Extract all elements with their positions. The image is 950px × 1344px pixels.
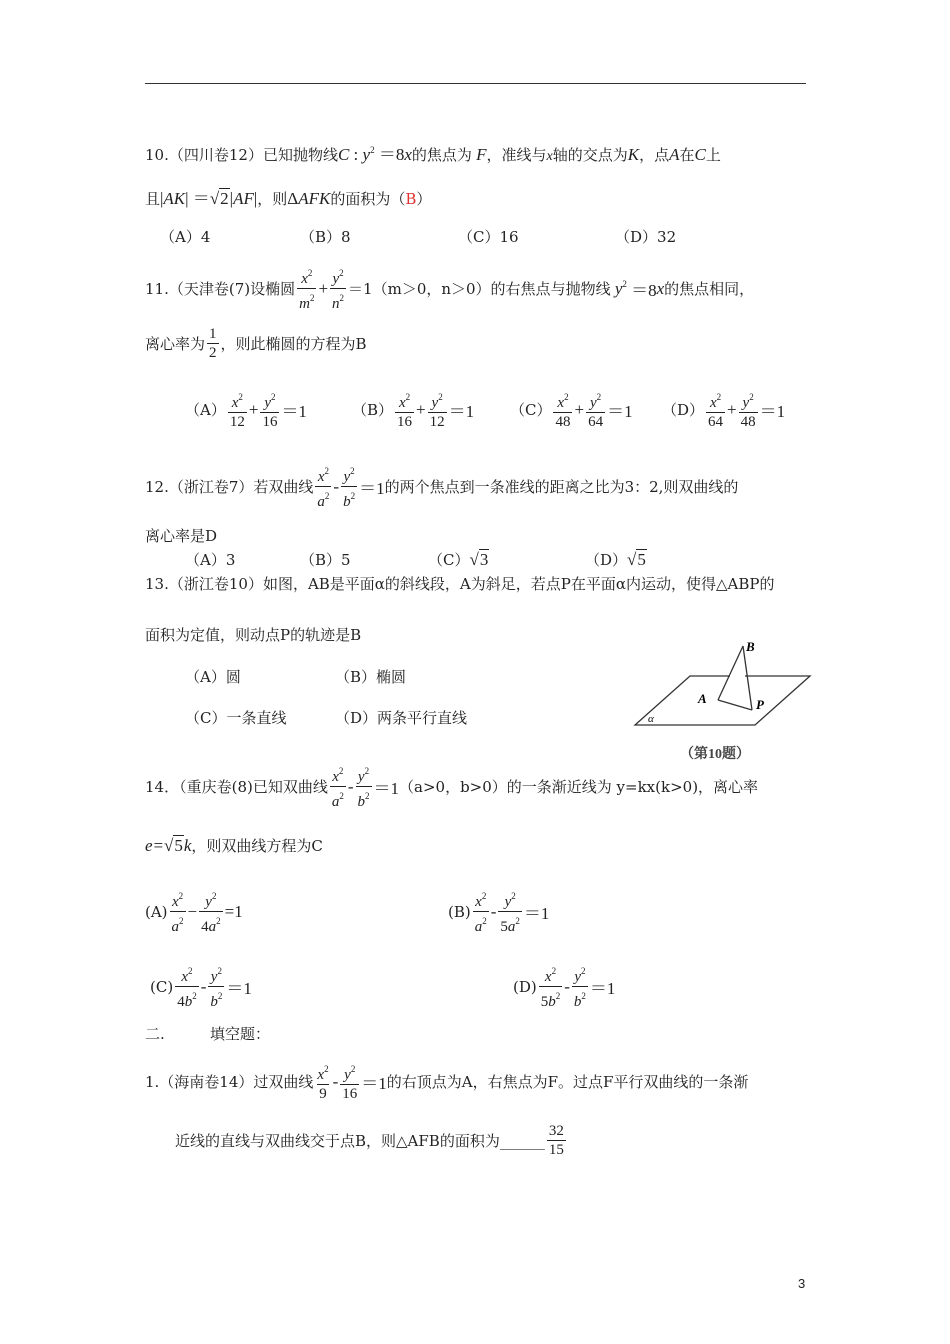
q13-figure [630,638,820,766]
q14-line2: e=√5k，则双曲线方程为C [145,836,323,855]
q13-option-a: （A）圆 [185,668,241,686]
q12-option-b: （B）5 [300,551,351,569]
q14-option-a: (A) $\frac{x^2}{a^2}$ − $\frac{y^2}{4a^2}$ =1 [145,891,243,935]
segment-bp [743,646,752,710]
q13-option-c: （C）一条直线 [185,709,287,727]
q11-option-d: （D） $\frac{x^2}{64}$ + $\frac{y^2}{48}$ ＝1 [662,392,786,430]
q13-option-b: （B）椭圆 [335,668,407,686]
q12-line2: 离心率是D [145,527,218,545]
q14-option-c: (C) $\frac{x^2}{4b^2}$ - $\frac{y^2}{b^2}$ ＝1 [150,966,252,1010]
label-a: A [698,691,707,706]
q13-line1: 13.（浙江卷10）如图，AB是平面α的斜线段，A为斜足，若点P在平面α内运动，使得△ABP的 [145,575,775,593]
label-p: P [756,697,764,712]
q11-line2: 离心率为 $\frac{1}{2}$ ，则此椭圆的方程为B [145,326,367,361]
q10-line1: 10.（四川卷12）已知抛物线C : $y^2 =8x$的焦点为 F，准线与x轴的交点为K，点A在C上 [145,145,721,164]
q11-option-a: （A） $\frac{x^2}{12}$ + $\frac{y^2}{16}$ ＝1 [185,392,307,430]
answer-blank: ______ [499,1131,545,1150]
q10-option-b: （B）8 [300,228,351,246]
q12-line1: 12.（浙江卷7）若双曲线 $\frac{x^2}{a^2}$ - $\frac{y^2}{b^2}$ ＝1 的两个焦点到一条准线的距离之比为3：2,则双曲线的 [145,466,739,510]
segment-ap [718,700,752,710]
f1-line1: 1.（海南卷14）过双曲线 $\frac{x^2}{9}$ - $\frac{y^2}{16}$ ＝1 的右顶点为A，右焦点为F。过点F平行双曲线的一条渐 [145,1064,749,1102]
q13-option-d: （D）两条平行直线 [335,709,468,727]
label-alpha: α [648,713,654,725]
q14-line1: 14．（重庆卷(8)已知双曲线 $\frac{x^2}{a^2}$ - $\frac{y^2}{b^2}$ ＝1 （a>0，b>0）的一条渐近线为 y=kx(k>0)，离心率 [145,766,759,810]
q12-option-c: （C）√3 [428,550,489,569]
q10-option-a: （A）4 [160,228,211,246]
q12-option-a: （A）3 [185,551,236,569]
q13-line2: 面积为定值，则动点P的轨迹是B [145,626,362,644]
q11-option-b: （B） $\frac{x^2}{16}$ + $\frac{y^2}{12}$ ＝1 [352,392,475,430]
q10-prefix: 10.（四川卷12）已知抛物线 [145,146,338,164]
label-b: B [746,639,755,654]
segment-ab [718,646,743,700]
f1-line2: 近线的直线与双曲线交于点B，则△AFB的面积为 ______ $\frac{32}{15}$ [175,1123,564,1158]
q11-option-c: （C） $\frac{x^2}{48}$ + $\frac{y^2}{64}$ ＝1 [510,392,633,430]
q11-line1: 11.（天津卷(7)设椭圆 $\frac{x^2}{m^2}$ + $\frac{y^2}{n^2}$ ＝1（m＞0，n＞0）的右焦点与抛物线 $y^2$ ＝8 x 的焦点相同， [145,268,755,312]
q10-option-d: （D）32 [615,228,677,246]
q10-option-c: （C）16 [458,228,519,246]
header-rule [145,83,806,84]
section2-label: 二. [145,1025,165,1043]
page-number: 3 [798,1276,806,1291]
q14-option-b: (B) $\frac{x^2}{a^2}$ - $\frac{y^2}{5a^2}$ ＝1 [448,891,550,935]
q14-option-d: (D) $\frac{x^2}{5b^2}$ - $\frac{y^2}{b^2}$ ＝1 [513,966,616,1010]
plane-alpha [635,676,810,725]
q10-line2: 且|AK| ＝√2|AF|，则ΔAFK的面积为（B） [145,189,432,208]
q10-answer: B [405,190,417,208]
section2-title: 填空题： [210,1025,271,1043]
q12-option-d: （D）√5 [585,550,646,569]
figure-caption: （第10题） [680,747,750,762]
